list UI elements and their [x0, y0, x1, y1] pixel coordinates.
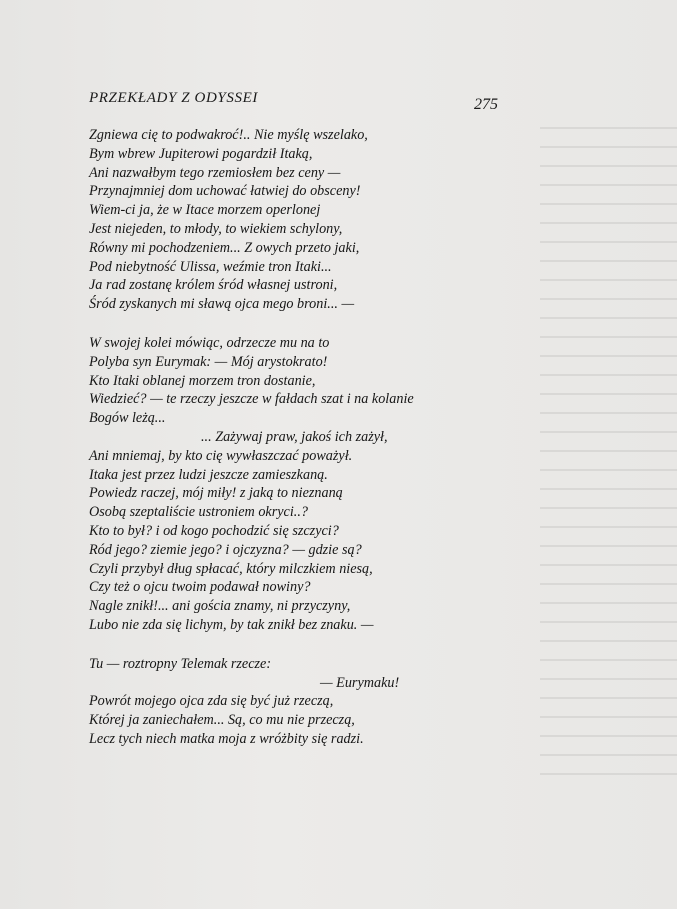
poem-line: Polyba syn Eurymak: — Mój arystokrato! — [89, 353, 328, 370]
poem-line: Wiem-ci ja, że w Itace morzem operlonej — [89, 202, 321, 219]
poem-line: Ród jego? ziemie jego? i ojczyzna? — gdzie są? — [89, 541, 362, 558]
poem-line: Kto to był? i od kogo pochodzić się szczyci? — [89, 522, 339, 539]
poem-line: Ani nazwałbym tego rzemiosłem bez ceny — — [89, 164, 341, 181]
poem-line-indented: ... Zażywaj praw, jakoś ich zażył, — [201, 428, 388, 445]
poem-line: Pod niebytność Ulissa, weźmie tron Itaki... — [89, 258, 332, 275]
poem-line: Równy mi pochodzeniem... Z owych przeto jaki, — [89, 239, 360, 256]
poem-line: Ja rad zostanę królem śród własnej ustroni, — [89, 277, 338, 294]
running-header-title: PRZEKŁADY Z ODYSSEI — [89, 90, 258, 106]
page-number: 275 — [474, 96, 498, 113]
bleed-through-shadow — [540, 115, 677, 775]
poem-text — [89, 126, 509, 749]
poem-line: Tu — roztropny Telemak rzecze: — [89, 655, 272, 672]
poem-line: Nagle znikł!... ani gościa znamy, ni przyczyny, — [89, 598, 351, 615]
poem-line: Czyli przybył dług spłacać, który milczkiem niesą, — [89, 560, 373, 577]
poem-line-right: — Eurymaku! — [320, 674, 400, 691]
poem-line: Czy też o ojcu twoim podawał nowiny? — [89, 579, 311, 596]
poem-line: Ani mniemaj, by kto cię wywłaszczać poważył. — [89, 447, 353, 464]
poem-line: W swojej kolei mówiąc, odrzecze mu na to — [89, 334, 330, 351]
poem-line: Wiedzieć? — te rzeczy jeszcze w fałdach szat i na kolanie — [89, 391, 414, 408]
poem-line: Lubo nie zda się lichym, by tak znikł bez znaku. — — [89, 616, 374, 633]
poem-line: Zgniewa cię to podwakroć!.. Nie myślę wszelako, — [89, 127, 368, 143]
poem-line: Powrót mojego ojca zda się być już rzeczą, — [89, 693, 334, 710]
poem-line: Przynajmniej dom uchować łatwiej do obsceny! — [89, 183, 361, 200]
stanza-break — [89, 314, 509, 334]
stanza-break — [89, 635, 509, 655]
poem-line: Lecz tych niech matka moja z wróżbity się radzi. — [89, 730, 364, 747]
poem-line: Bym wbrew Jupiterowi pogardził Itaką, — [89, 145, 313, 162]
poem-line: Itaka jest przez ludzi jeszcze zamieszkaną. — [89, 466, 328, 483]
poem-line: Której ja zaniechałem... Są, co mu nie przeczą, — [89, 712, 355, 729]
poem-line: Osobą szeptaliście ustroniem okryci..? — [89, 504, 308, 521]
poem-line: Jest niejeden, to młody, to wiekiem schylony, — [89, 220, 343, 237]
poem-line: Powiedz raczej, mój miły! z jaką to nieznaną — [89, 485, 343, 502]
poem-line: Bogów leżą... — [89, 410, 166, 427]
poem-line: Śród zyskanych mi sławą ojca mego broni... — — [89, 296, 355, 313]
poem-line: Kto Itaki oblanej morzem tron dostanie, — [89, 372, 316, 389]
